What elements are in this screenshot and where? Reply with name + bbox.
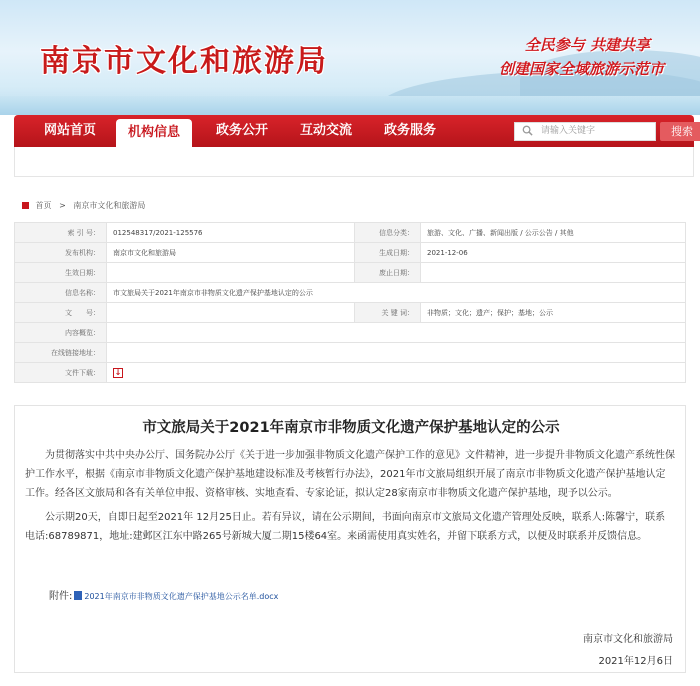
date-value: 2021-12-06 xyxy=(421,243,686,263)
category-label: 信息分类： xyxy=(355,223,421,243)
summary-label: 内容概览： xyxy=(15,323,107,343)
subnav-area xyxy=(14,147,694,177)
nav-item-gov-service[interactable]: 政务服务 xyxy=(383,123,436,138)
slogan-line2: 创建国家全域旅游示范市 xyxy=(498,60,664,78)
download-label: 文件下载： xyxy=(15,363,107,383)
breadcrumb-separator: > xyxy=(59,201,66,210)
search-input[interactable]: 请输入关键字 xyxy=(514,122,656,141)
nav-item-home[interactable]: 网站首页 xyxy=(43,123,96,138)
online-link-label: 在线链接地址： xyxy=(15,343,107,363)
banner-decor xyxy=(0,96,700,115)
signature-date: 2021年12月6日 xyxy=(598,656,673,667)
breadcrumb-current[interactable]: 南京市文化和旅游局 xyxy=(73,201,146,210)
index-label: 索 引 号： xyxy=(15,223,107,243)
breadcrumb-home[interactable]: 首页 xyxy=(35,201,52,210)
header-banner xyxy=(0,0,700,115)
nav-item-gov-affairs[interactable]: 政务公开 xyxy=(215,123,268,138)
keywords-label: 关 键 词： xyxy=(355,303,421,323)
table-row xyxy=(15,263,686,283)
expire-value xyxy=(421,263,686,283)
article-title: 市文旅局关于2021年南京市非物质文化遗产保护基地认定的公示 xyxy=(142,420,560,436)
attachment xyxy=(49,587,278,602)
download-icon[interactable]: ↓ xyxy=(114,367,122,377)
nav-item-interaction[interactable]: 互动交流 xyxy=(299,123,352,138)
main-nav xyxy=(14,115,694,147)
table-row xyxy=(15,243,686,263)
home-icon xyxy=(22,202,29,209)
doc-number-label: 文 号： xyxy=(15,303,107,323)
table-row xyxy=(15,303,686,323)
doc-number-value xyxy=(107,303,355,323)
expire-label: 废止日期： xyxy=(355,263,421,283)
article-paragraph: 公示期20天，自即日起至2021年 12月25日止。若有异议，请在公示期间，书面向南京市文旅局文化遗产管理处反映，联系人:陈馨宁，联系电话:68789871，地址:建邺区江东中路265号新城大厦二期15楼64室。来函需使用真实姓名，并留下联系方式，以便及时联系并反馈信息。 xyxy=(25,512,666,542)
table-row xyxy=(15,283,686,303)
search-button[interactable]: 搜索 xyxy=(660,122,700,141)
table-row xyxy=(15,223,686,243)
search-icon xyxy=(522,125,533,136)
issuer-value: 南京市文化和旅游局 xyxy=(107,243,355,263)
name-label: 信息名称： xyxy=(15,283,107,303)
site-title[interactable]: 南京市文化和旅游局 xyxy=(40,44,328,79)
attachment-link[interactable]: 2021年南京市非物质文化遗产保护基地公示名单.docx xyxy=(84,592,279,601)
breadcrumb xyxy=(22,200,145,211)
issuer-label: 发布机构： xyxy=(15,243,107,263)
name-value: 市文旅局关于2021年南京市非物质文化遗产保护基地认定的公示 xyxy=(107,283,686,303)
effective-label: 生效日期： xyxy=(15,263,107,283)
online-link-value xyxy=(107,343,686,363)
article-body xyxy=(25,446,675,551)
document-icon xyxy=(74,591,82,600)
info-table xyxy=(14,222,686,383)
category-value: 旅游、文化、广播、新闻出版 / 公示公告 / 其他 xyxy=(421,223,686,243)
summary-value xyxy=(107,323,686,343)
effective-value xyxy=(107,263,355,283)
signature-org: 南京市文化和旅游局 xyxy=(583,634,673,645)
keywords-value: 非物质；文化；遗产；保护；基地；公示 xyxy=(421,303,686,323)
download-cell xyxy=(107,363,686,383)
slogan-line1: 全民参与 共建共享 xyxy=(524,36,650,54)
table-row xyxy=(15,363,686,383)
date-label: 生成日期： xyxy=(355,243,421,263)
nav-item-org-info[interactable]: 机构信息 xyxy=(116,119,192,147)
index-value: 012548317/2021-125576 xyxy=(107,223,355,243)
article xyxy=(14,405,686,673)
table-row xyxy=(15,323,686,343)
table-row xyxy=(15,343,686,363)
article-paragraph: 为贯彻落实中共中央办公厅、国务院办公厅《关于进一步加强非物质文化遗产保护工作的意见》文件精神，进一步提升非物质文化遗产系统性保护工作水平，根据《南京市非物质文化遗产保护基地建设标准及考核暂行办法》，2021年市文旅局组织开展了南京市非物质文化遗产保护基地认定工作。经各区文旅局和各有关单位申报、资格审核、实地查看、专家论证，拟认定28家南京市非物质文化遗产保护基地，现予以公示。 xyxy=(25,450,675,499)
attachment-label: 附件: xyxy=(49,591,73,602)
